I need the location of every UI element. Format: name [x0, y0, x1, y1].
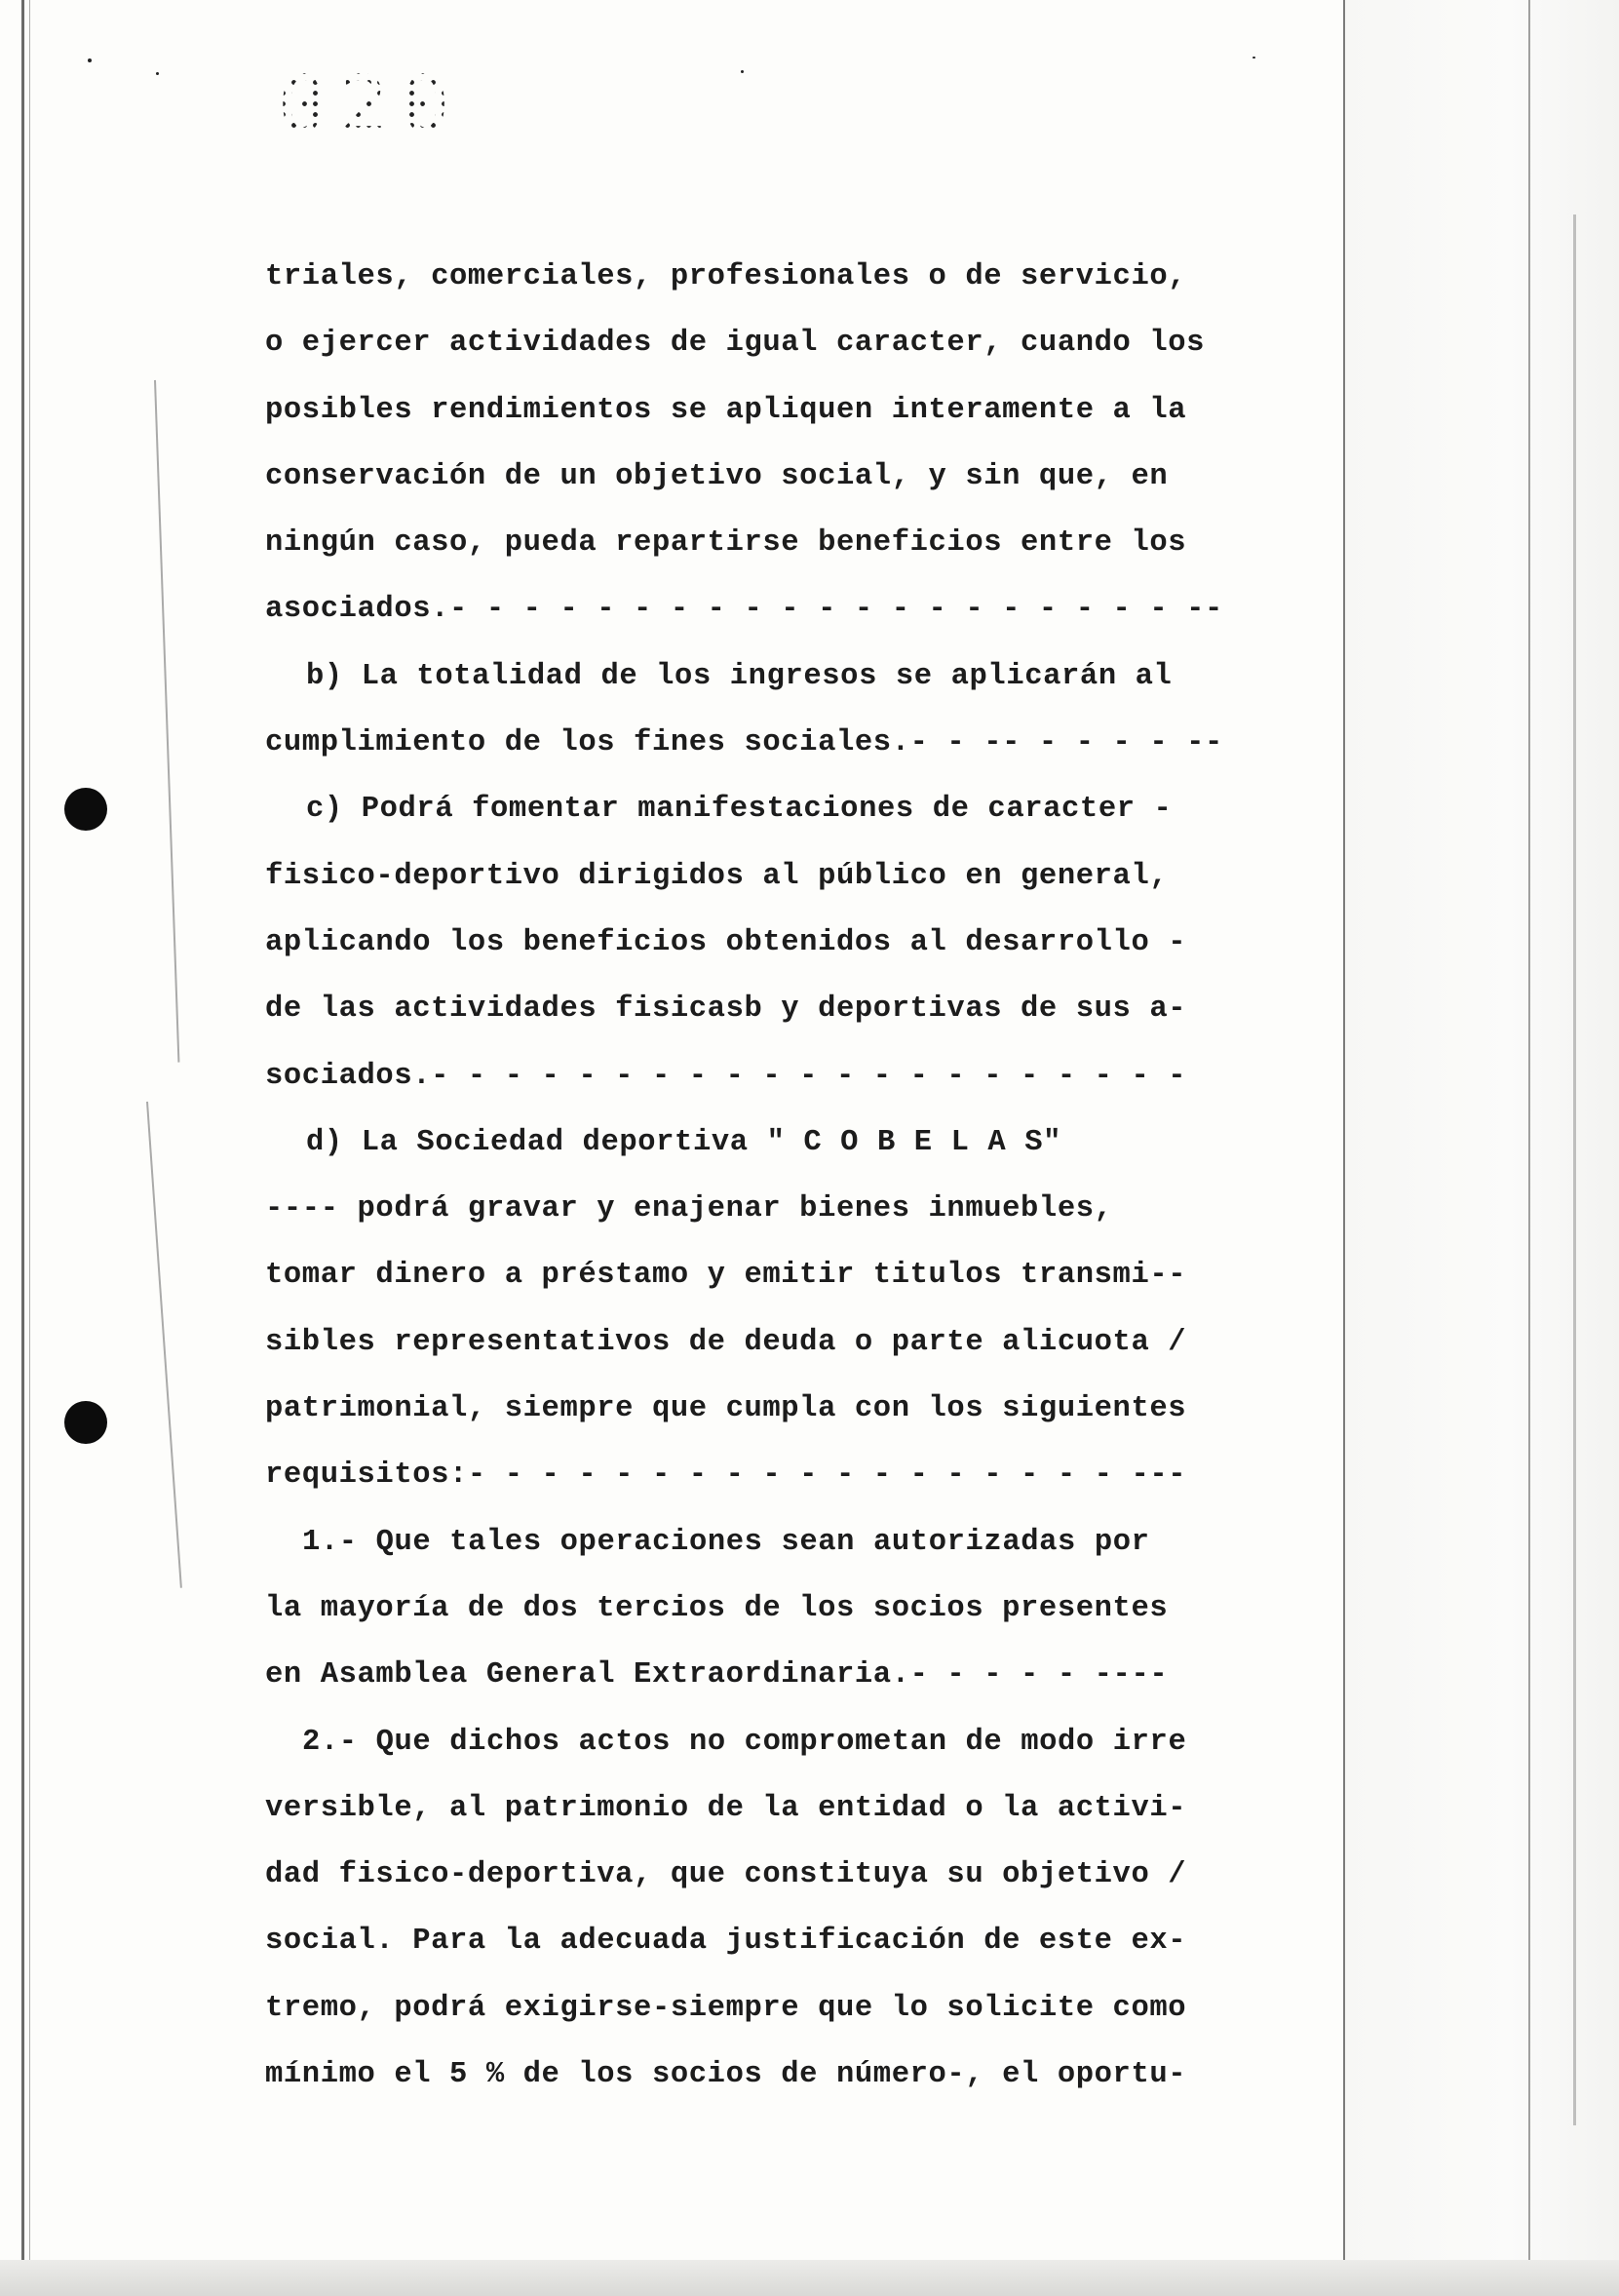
text-line: sociados.- - - - - - - - - - - - - - - - - - - - - [265, 1059, 1187, 1093]
text-line-clause-b: b) La totalidad de los ingresos se aplicarán al [306, 659, 1173, 693]
text-line: o ejercer actividades de igual caracter, cuando los [265, 327, 1206, 361]
speck [741, 70, 744, 73]
text-line: requisitos:- - - - - - - - - - - - - - - - - - --- [265, 1459, 1187, 1493]
text-line: triales, comerciales, profesionales o de servicio, [265, 260, 1187, 293]
text-line: asociados.- - - - - - - - - - - - - - - - - - - - -- [265, 593, 1223, 627]
text-line: la mayoría de dos tercios de los socios presentes [265, 1591, 1169, 1625]
page-edge-right [1343, 0, 1345, 2296]
strip-edge-line [1528, 0, 1530, 2296]
text-line: social. Para la adecuada justificación de este ex- [265, 1925, 1187, 1959]
text-line: ---- podrá gravar y enajenar bienes inmuebles, [265, 1192, 1113, 1226]
text-line: ningún caso, pueda repartirse beneficios entre los [265, 526, 1187, 561]
text-line: tomar dinero a préstamo y emitir titulos transmi-- [265, 1259, 1187, 1293]
text-line: mínimo el 5 % de los socios de número-, el oportu- [265, 2058, 1187, 2092]
speck [1253, 57, 1255, 58]
text-line: conservación de un objetivo social, y sin que, en [265, 459, 1169, 493]
text-line: sibles representativos de deuda o parte alicuota / [265, 1325, 1187, 1359]
text-line: dad fisico-deportiva, que constituya su objetivo / [265, 1858, 1187, 1892]
punch-hole-bottom [64, 1401, 107, 1444]
text-line-clause-d: d) La Sociedad deportiva " C O B E L A S" [306, 1125, 1062, 1159]
text-line: tremo, podrá exigirse-siempre que lo solicite como [265, 1991, 1187, 2025]
text-line: de las actividades fisicasb y deportivas de sus a- [265, 992, 1187, 1027]
text-line: versible, al patrimonio de la entidad o la activi- [265, 1791, 1187, 1825]
punch-hole-top [64, 788, 107, 831]
scan-edge-left [21, 0, 24, 2296]
strip-edge-line-2 [1573, 214, 1576, 2125]
text-line: cumplimiento de los fines sociales.- - -- - - - - -- [265, 726, 1223, 760]
scan-bottom-band [0, 2260, 1619, 2296]
text-line: en Asamblea General Extraordinaria.- - - - - ---- [265, 1658, 1169, 1693]
adjacent-page-strip [1345, 0, 1619, 2296]
margin-pencil-mark [146, 1102, 182, 1588]
text-line-clause-c: c) Podrá fomentar manifestaciones de caracter - [306, 793, 1173, 827]
text-line: posibles rendimientos se apliquen interamente a la [265, 393, 1187, 427]
text-line: fisico-deportivo dirigidos al público en general, [265, 859, 1169, 893]
text-line-requisite-1: 1.- Que tales operaciones sean autorizadas por [302, 1525, 1150, 1559]
speck [156, 72, 159, 75]
text-line: patrimonial, siempre que cumpla con los siguientes [265, 1392, 1187, 1426]
text-line: aplicando los beneficios obtenidos al desarrollo - [265, 925, 1187, 959]
text-line-requisite-2: 2.- Que dichos actos no comprometan de modo irre [302, 1725, 1187, 1759]
margin-pencil-mark [154, 380, 179, 1063]
speck [88, 58, 92, 62]
scan-edge-left-inner [29, 0, 30, 2296]
typewritten-body [265, 244, 1279, 2108]
perforated-page-number-stamp: 020 [278, 59, 464, 152]
